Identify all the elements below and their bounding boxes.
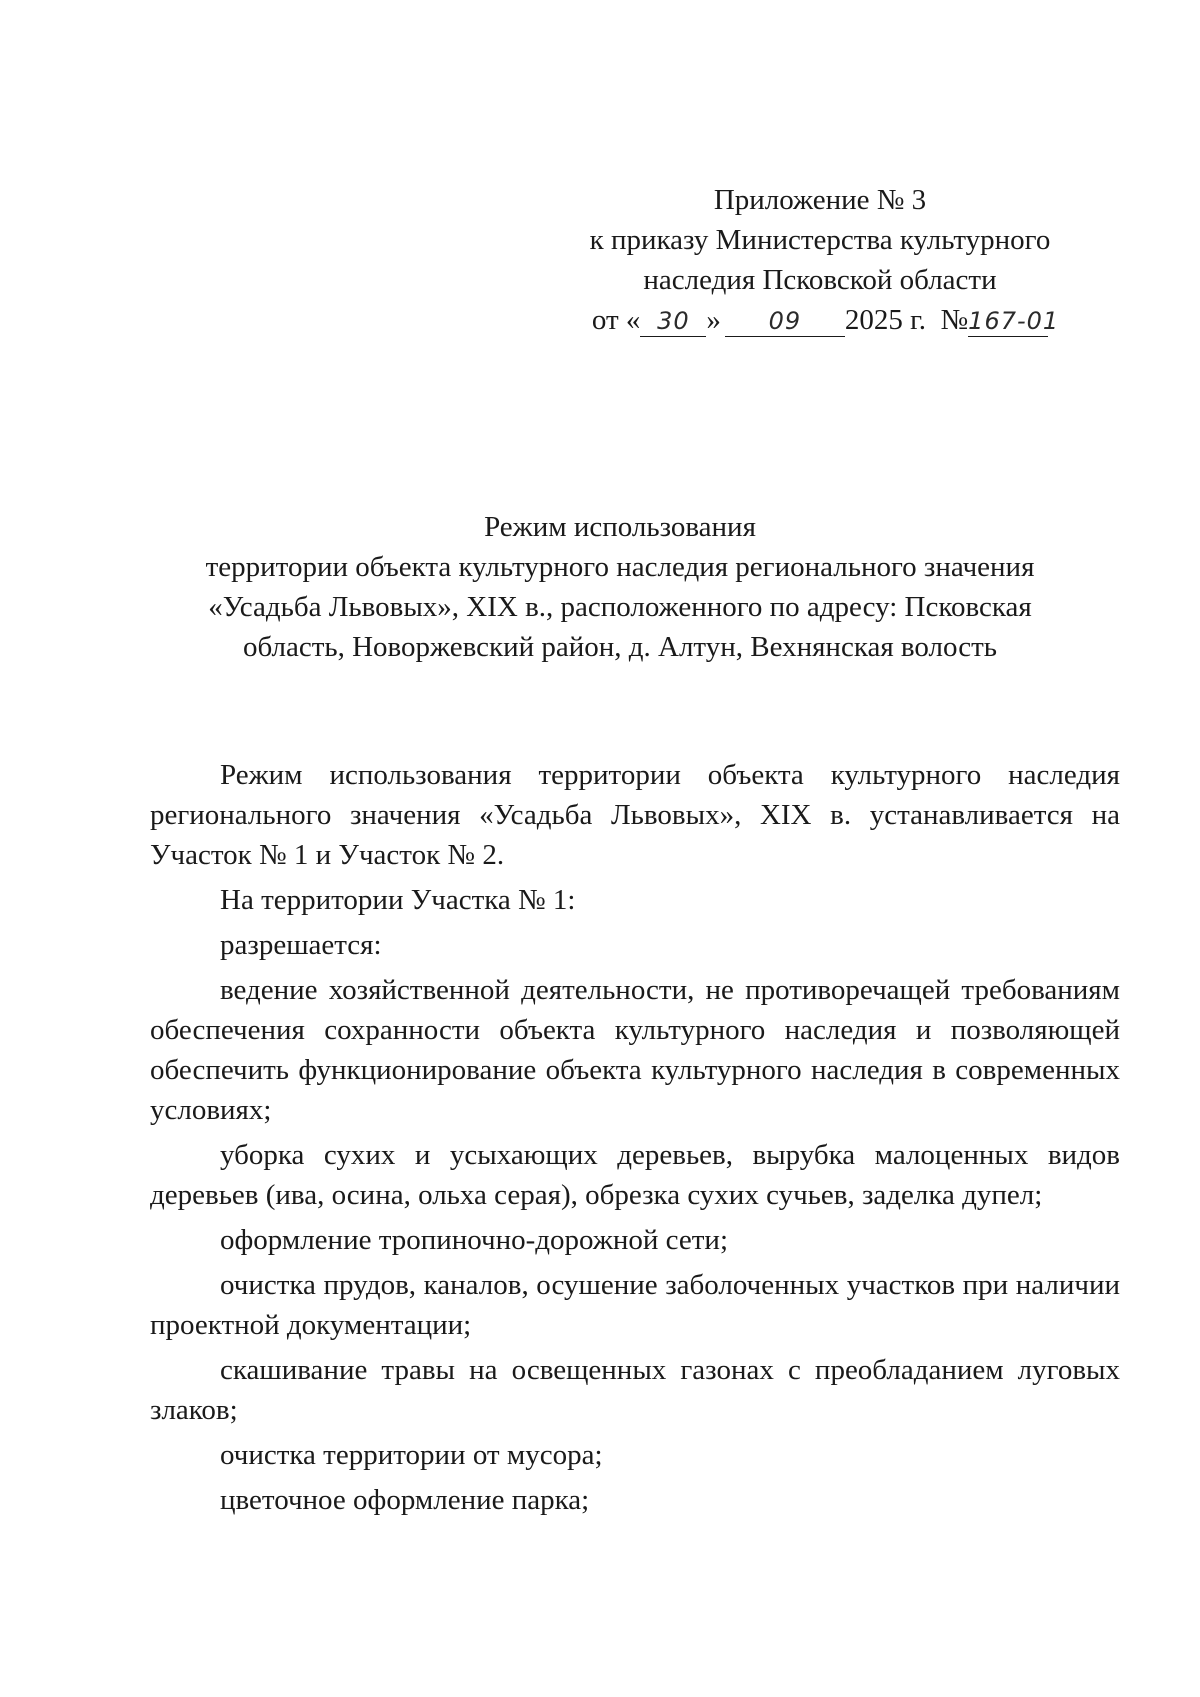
paragraph: Режим использования территории объекта культурного наследия регионального значения «Усадьба Львовых», XIX в. устанавливается на Участок № 1 и Участок № 2. [150,759,1120,871]
paragraph: оформление тропиночно-дорожной сети; [220,1224,729,1256]
appendix-ministry: наследия Псковской области [643,264,997,296]
paragraph: очистка прудов, каналов, осушение заболоченных участков при наличии проектной документации; [150,1269,1120,1341]
document-title [150,507,1090,667]
paragraph: разрешается: [220,929,382,961]
date-prefix: от « [591,304,641,336]
date-year: 2025 г. [844,304,926,336]
date-mid: » [706,304,721,336]
paragraph: уборка сухих и усыхающих деревьев, вырубка малоценных видов деревьев (ива, осина, ольха серая), обрезка сухих сучьев, заделка дупел; [150,1139,1120,1211]
title-line-2: территории объекта культурного наследия регионального значения [205,551,1035,583]
number-sign: № [940,304,969,336]
paragraph: На территории Участка № 1: [220,884,576,916]
appendix-order-ref: к приказу Министерства культурного [589,224,1051,256]
title-line-4: область, Новоржевский район, д. Алтун, Вехнянская волость [242,631,998,663]
title-line-3: «Усадьба Львовых», XIX в., расположенного по адресу: Псковская [208,591,1032,623]
paragraph: скашивание травы на освещенных газонах с преобладанием луговых злаков; [150,1354,1120,1426]
paragraph: очистка территории от мусора; [220,1439,603,1471]
appendix-header [560,180,1080,340]
document-body [150,755,1120,1525]
appendix-number: Приложение № 3 [713,184,927,216]
title-line-1: Режим использования [484,511,756,543]
appendix-date-line [560,300,1080,340]
paragraph: цветочное оформление парка; [220,1484,590,1516]
date-month-handwritten: 09 [725,306,845,337]
order-number-handwritten: 167-01 [968,307,1060,335]
date-day-handwritten: 30 [640,306,706,337]
paragraph: ведение хозяйственной деятельности, не противоречащей требованиям обеспечения сохранности объекта культурного наследия и позволяющей обеспечить функционирование объекта культурного наследия в современных условиях; [150,974,1120,1126]
